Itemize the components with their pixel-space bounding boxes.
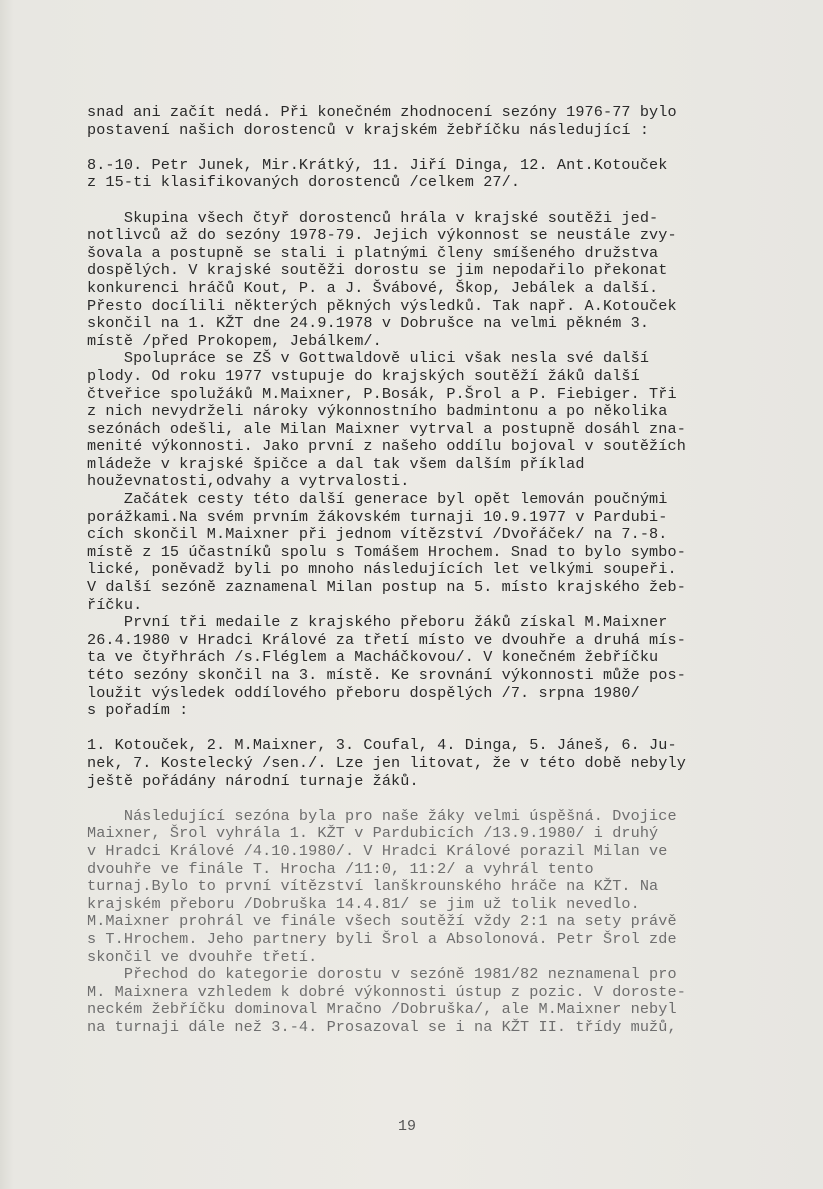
text-line: skončil na 1. KŽT dne 24.9.1978 v Dobrušce na velmi pěkném 3.: [87, 314, 650, 333]
text-line: 8.-10. Petr Junek, Mir.Krátký, 11. Jiří Dinga, 12. Ant.Kotouček: [87, 155, 668, 174]
text-line: místě z 15 účastníků spolu s Tomášem Hrochem. Snad to bylo symbo-: [87, 542, 686, 561]
text-line: 26.4.1980 v Hradci Králové za třetí místo ve dvouhře a druhá mís-: [87, 630, 686, 649]
text-line: snad ani začít nedá. Při konečném zhodnocení sezóny 1976-77 bylo: [87, 103, 677, 121]
text-line: s T.Hrochem. Jeho partnery byli Šrol a Absolonová. Petr Šrol zde: [87, 929, 677, 948]
text-line: porážkami.Na svém prvním žákovském turnaji 10.9.1977 v Pardubi-: [87, 507, 668, 526]
text-line: Začátek cesty této další generace byl opět lemován poučnými: [87, 490, 668, 509]
text-line: loužit výsledek oddílového přeboru dospělých /7. srpna 1980/: [87, 683, 640, 702]
text-line: [87, 139, 757, 157]
text-line: šovala a postupně se stali i platnými členy smíšeného družstva: [87, 243, 659, 262]
text-line: ještě pořádány národní turnaje žáků.: [87, 771, 419, 790]
text-line: konkurenci hráčů Kout, P. a J. Švábové, Škop, Jebálek a další.: [87, 278, 659, 297]
text-line: V další sezóně zaznamenal Milan postup na 5. místo krajského žeb-: [87, 578, 686, 597]
text-line: této sezóny skončil na 3. místě. Ke srovnání výkonnosti může pos-: [87, 666, 686, 684]
text-line: ta ve čtyřhrách /s.Fléglem a Macháčkovou/. V konečném žebříčku: [87, 648, 659, 667]
text-line: na turnaji dále než 3.-4. Prosazoval se i na KŽT II. třídy mužů,: [87, 1017, 677, 1036]
body-text: [87, 104, 757, 1036]
text-line: nek, 7. Kostelecký /sen./. Lze jen litovat, že v této době nebyly: [87, 753, 686, 772]
text-line: turnaj.Bylo to první vítězství lanškrounského hráče na KŽT. Na: [87, 877, 659, 896]
text-line: cích skončil M.Maixner při jednom vítězství /Dvořáček/ na 7.-8.: [87, 525, 668, 544]
text-line: Přesto docílili některých pěkných výsledků. Tak např. A.Kotouček: [87, 296, 677, 315]
text-line: dvouhře ve finále T. Hrocha /11:0, 11:2/ a vyhrál tento: [87, 859, 594, 878]
text-line: postavení našich dorostenců v krajském žebříčku následující :: [87, 120, 650, 139]
text-line: plody. Od roku 1977 vstupuje do krajských soutěží žáků další: [87, 366, 640, 385]
text-line: z 15-ti klasifikovaných dorostenců /celkem 27/.: [87, 173, 521, 192]
text-line: M.Maixner prohrál ve finále všech soutěží vždy 2:1 na sety právě: [87, 912, 677, 931]
text-line: neckém žebříčku dominoval Mračno /Dobruška/, ale M.Maixner nebyl: [87, 1000, 677, 1019]
text-line: [87, 192, 757, 210]
text-line: skončil ve dvouhře třetí.: [87, 947, 318, 966]
text-line: houževnatosti,odvahy a vytrvalosti.: [87, 472, 410, 491]
text-line: krajském přeboru /Dobruška 14.4.81/ se jim už tolik nevedlo.: [87, 894, 640, 913]
text-line: Přechod do kategorie dorostu v sezóně 1981/82 neznamenal pro: [87, 965, 677, 984]
text-line: Spolupráce se ZŠ v Gottwaldově ulici však nesla své další: [87, 349, 650, 368]
text-line: První tři medaile z krajského přeboru žáků získal M.Maixner: [87, 613, 668, 632]
text-line: lické, poněvadž byli po mnoho následujících let velkými soupeři.: [87, 560, 677, 579]
text-line: mládeže v krajské špičce a dal tak všem dalším příklad: [87, 454, 585, 473]
text-line: Skupina všech čtyř dorostenců hrála v krajské soutěži jed-: [87, 208, 659, 227]
text-line: M. Maixnera vzhledem k dobré výkonnosti ústup z pozic. V doroste-: [87, 982, 686, 1001]
text-line: sezónách odešli, ale Milan Maixner vytrval a postupně dosáhl zna-: [87, 419, 686, 438]
text-line: notlivců až do sezóny 1978-79. Jejich výkonnost se neustále zvy-: [87, 226, 677, 245]
text-line: menité výkonnosti. Jako první z našeho oddílu bojoval v soutěžích: [87, 437, 686, 456]
text-line: [87, 720, 757, 738]
text-line: z nich nevydrželi nároky výkonnostního badmintonu a po několika: [87, 402, 668, 421]
text-line: místě /před Prokopem, Jebálkem/.: [87, 331, 382, 350]
text-line: říčku.: [87, 595, 143, 614]
text-line: čtveřice spolužáků M.Maixner, P.Bosák, P.Šrol a P. Fiebiger. Tři: [87, 384, 677, 403]
text-line: v Hradci Králové /4.10.1980/. V Hradci Králové porazil Milan ve: [87, 841, 668, 860]
page-number: 19: [398, 1118, 417, 1135]
text-line: Maixner, Šrol vyhrála 1. KŽT v Pardubicích /13.9.1980/ i druhý: [87, 824, 659, 843]
text-line: s pořadím :: [87, 701, 189, 720]
text-line: dospělých. V krajské soutěži dorostu se jim nepodařilo překonat: [87, 261, 668, 280]
text-line: [87, 790, 757, 808]
text-line: Následující sezóna byla pro naše žáky velmi úspěšná. Dvojice: [87, 806, 677, 825]
text-line: 1. Kotouček, 2. M.Maixner, 3. Coufal, 4. Dinga, 5. Jáneš, 6. Ju-: [87, 736, 677, 755]
